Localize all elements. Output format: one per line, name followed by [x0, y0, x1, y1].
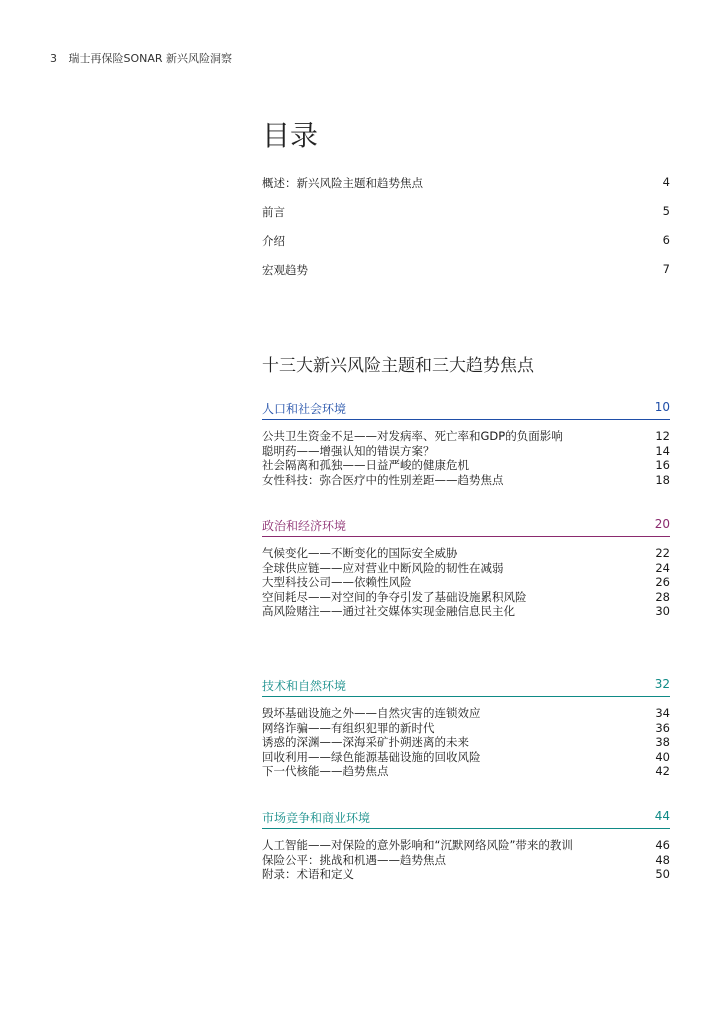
toc-item-page: 14 — [655, 443, 670, 458]
section-title: 市场竞争和商业环境 — [262, 811, 371, 825]
toc-section-politics-economy — [262, 517, 670, 619]
toc-item[interactable] — [262, 561, 670, 576]
section-page: 44 — [654, 809, 670, 823]
toc-item[interactable] — [262, 721, 670, 736]
toc-item-page: 26 — [655, 575, 670, 590]
toc-item-label: 女性科技：弥合医疗中的性别差距——趋势焦点 — [262, 472, 504, 487]
toc-item[interactable] — [262, 575, 670, 590]
toc-item-label: 回收利用——绿色能源基础设施的回收风险 — [262, 749, 481, 764]
toc-item-page: 38 — [655, 735, 670, 750]
toc-item[interactable] — [262, 706, 670, 721]
toc-item-page: 34 — [655, 706, 670, 720]
toc-entry-page: 6 — [662, 233, 670, 247]
page-number: 3 — [50, 52, 57, 65]
toc-item[interactable] — [262, 458, 670, 473]
section-title: 技术和自然环境 — [262, 679, 347, 693]
section-heading[interactable] — [262, 677, 670, 695]
toc-item-label: 网络诈骗——有组织犯罪的新时代 — [262, 720, 435, 735]
toc-item-page: 50 — [655, 867, 670, 882]
toc-item-label: 附录：术语和定义 — [262, 867, 354, 882]
toc-item-label: 公共卫生资金不足——对发病率、死亡率和GDP的负面影响 — [262, 429, 563, 443]
toc-section-market-business — [262, 809, 670, 882]
section-heading[interactable] — [262, 400, 670, 418]
toc-item[interactable] — [262, 604, 670, 619]
toc-item-label: 气候变化——不断变化的国际安全威胁 — [262, 546, 458, 560]
toc-item-label: 人工智能——对保险的意外影响和“沉默网络风险”带来的教训 — [262, 838, 573, 852]
toc-item-page: 36 — [655, 720, 670, 735]
toc-item-page: 40 — [655, 749, 670, 764]
toc-item-page: 28 — [655, 589, 670, 604]
toc-item[interactable] — [262, 546, 670, 561]
toc-item-page: 48 — [655, 852, 670, 867]
section-subtitle: 十三大新兴风险主题和三大趋势焦点 — [262, 356, 534, 376]
toc-entry[interactable] — [262, 204, 670, 220]
section-divider — [262, 696, 670, 697]
toc-item-page: 22 — [655, 546, 670, 560]
toc-item[interactable] — [262, 838, 670, 853]
running-header — [50, 50, 232, 66]
section-divider — [262, 828, 670, 829]
toc-item-label: 保险公平：挑战和机遇——趋势焦点 — [262, 852, 446, 867]
toc-item-label: 毁坏基础设施之外——自然灾害的连锁效应 — [262, 706, 481, 720]
toc-item[interactable] — [262, 429, 670, 444]
section-title: 人口和社会环境 — [262, 402, 347, 416]
toc-item[interactable] — [262, 853, 670, 868]
toc-item[interactable] — [262, 750, 670, 765]
toc-item-label: 高风险赌注——通过社交媒体实现金融信息民主化 — [262, 604, 515, 619]
toc-entry[interactable] — [262, 233, 670, 249]
toc-item[interactable] — [262, 867, 670, 882]
toc-item-label: 全球供应链——应对营业中断风险的韧性在减弱 — [262, 560, 504, 575]
toc-entry-label: 介绍 — [262, 234, 285, 248]
header-title: 瑞士再保险SONAR 新兴风险洞察 — [68, 52, 233, 65]
toc-entry-page: 5 — [662, 204, 670, 218]
section-heading[interactable] — [262, 517, 670, 535]
toc-entry-page: 4 — [662, 175, 670, 189]
section-divider — [262, 536, 670, 537]
toc-item-page: 24 — [655, 560, 670, 575]
toc-item-label: 社会隔离和孤独——日益严峻的健康危机 — [262, 458, 469, 473]
toc-entry[interactable] — [262, 262, 670, 278]
toc-entry[interactable] — [262, 175, 670, 191]
toc-section-technology-nature — [262, 677, 670, 779]
toc-item-page: 16 — [655, 458, 670, 473]
toc-item-page: 42 — [655, 764, 670, 779]
toc-item[interactable] — [262, 473, 670, 488]
page-title: 目录 — [262, 119, 319, 152]
toc-item-label: 聪明药——增强认知的错误方案？ — [262, 443, 435, 458]
toc-item[interactable] — [262, 444, 670, 459]
toc-entry-label: 宏观趋势 — [262, 263, 308, 277]
toc-item-page: 18 — [655, 472, 670, 487]
section-page: 32 — [654, 677, 670, 691]
section-heading[interactable] — [262, 809, 670, 827]
toc-item-page: 46 — [655, 838, 670, 852]
toc-item-label: 下一代核能——趋势焦点 — [262, 764, 389, 779]
toc-item-label: 诱惑的深渊——深海采矿扑朔迷离的未来 — [262, 735, 469, 750]
section-divider — [262, 419, 670, 420]
section-page: 20 — [654, 517, 670, 531]
toc-item-label: 空间耗尽——对空间的争夺引发了基础设施累积风险 — [262, 589, 527, 604]
toc-item[interactable] — [262, 590, 670, 605]
toc-item[interactable] — [262, 735, 670, 750]
toc-entry-label: 概述：新兴风险主题和趋势焦点 — [262, 176, 423, 190]
toc-entry-label: 前言 — [262, 205, 285, 219]
toc-section-population-society — [262, 400, 670, 487]
toc-item-page: 12 — [655, 429, 670, 443]
toc-entry-page: 7 — [662, 262, 670, 276]
section-page: 10 — [654, 400, 670, 414]
toc-item-label: 大型科技公司——依赖性风险 — [262, 575, 412, 590]
section-title: 政治和经济环境 — [262, 519, 347, 533]
toc-item-page: 30 — [655, 604, 670, 619]
toc-item[interactable] — [262, 764, 670, 779]
